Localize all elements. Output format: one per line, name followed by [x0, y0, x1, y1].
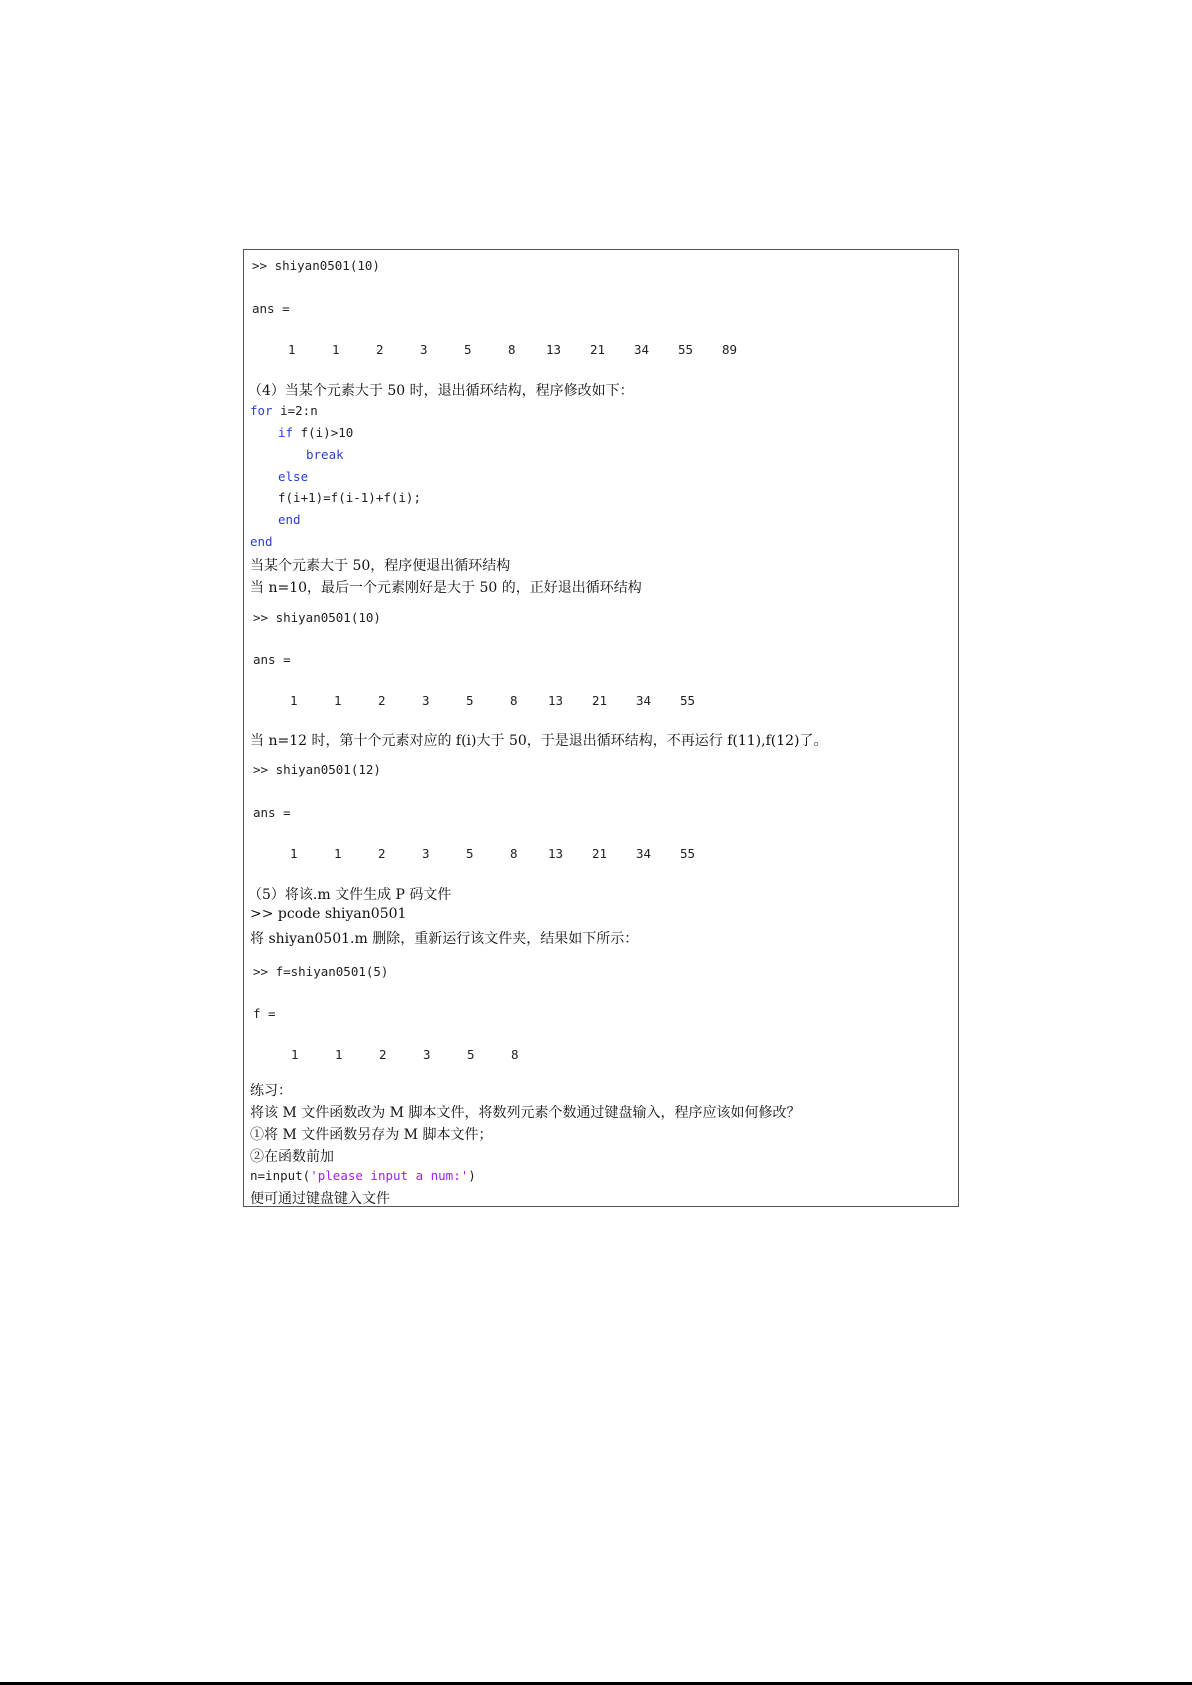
code-text: n=input( — [250, 1168, 311, 1183]
result-value: 3 — [422, 693, 430, 708]
result-value: 5 — [464, 342, 472, 357]
result-value: 1 — [332, 342, 340, 357]
ans-label: ans = — [252, 301, 290, 316]
result-value: 1 — [291, 1047, 299, 1062]
result-value: 21 — [592, 846, 608, 861]
result-value: 1 — [334, 846, 342, 861]
result-value: 13 — [548, 693, 564, 708]
code-text: ) — [468, 1168, 476, 1183]
result-row — [244, 846, 960, 864]
result-value: 8 — [508, 342, 516, 357]
code-line-input — [250, 1168, 476, 1183]
result-value: 2 — [379, 1047, 387, 1062]
code-line-end-inner: end — [278, 512, 301, 527]
result-value: 3 — [420, 342, 428, 357]
result-value: 2 — [378, 846, 386, 861]
pcode-command: >> pcode shiyan0501 — [250, 906, 407, 922]
result-value: 55 — [680, 693, 696, 708]
exercise-answer: ②在函数前加 — [250, 1149, 334, 1165]
exercise-question: 将该 M 文件函数改为 M 脚本文件，将数列元素个数通过键盘输入，程序应该如何修改？ — [250, 1105, 801, 1121]
exercise-answer: ①将 M 文件函数另存为 M 脚本文件； — [250, 1127, 493, 1143]
command-line: >> f=shiyan0501(5) — [253, 964, 389, 979]
result-value: 1 — [290, 693, 298, 708]
result-value: 55 — [678, 342, 694, 357]
result-value: 5 — [466, 846, 474, 861]
result-value: 2 — [378, 693, 386, 708]
result-value: 1 — [334, 693, 342, 708]
result-value: 5 — [467, 1047, 475, 1062]
note-n12: 当 n=12 时，第十个元素对应的 f(i)大于 50，于是退出循环结构，不再运行 f(11),f(12)了。 — [250, 733, 828, 749]
step5-title: （5）将该.m 文件生成 P 码文件 — [248, 887, 452, 903]
exercise-title: 练习： — [250, 1083, 292, 1099]
result-value: 3 — [423, 1047, 431, 1062]
result-value: 34 — [636, 846, 652, 861]
step4-note: 当某个元素大于 50，程序便退出循环结构 — [250, 558, 511, 574]
step5-note: 将 shiyan0501.m 删除，重新运行该文件夹，结果如下所示： — [250, 931, 639, 947]
result-value: 21 — [592, 693, 608, 708]
result-value: 8 — [510, 846, 518, 861]
command-line: >> shiyan0501(12) — [253, 762, 381, 777]
result-value: 2 — [376, 342, 384, 357]
keyword: if — [278, 425, 294, 440]
result-value: 21 — [590, 342, 606, 357]
result-row — [244, 1047, 960, 1065]
result-value: 34 — [636, 693, 652, 708]
result-value: 89 — [722, 342, 738, 357]
code-line-assign: f(i+1)=f(i-1)+f(i); — [278, 490, 421, 505]
result-value: 13 — [546, 342, 562, 357]
keyword: for — [250, 403, 273, 418]
result-value: 1 — [288, 342, 296, 357]
code-string: 'please input a num:' — [310, 1168, 469, 1183]
result-value: 1 — [290, 846, 298, 861]
result-value: 8 — [510, 693, 518, 708]
ans-label: ans = — [253, 652, 291, 667]
command-line: >> shiyan0501(10) — [253, 610, 381, 625]
result-value: 8 — [511, 1047, 519, 1062]
step4-title: （4）当某个元素大于 50 时，退出循环结构，程序修改如下： — [248, 383, 634, 399]
ans-label: f = — [253, 1006, 276, 1021]
result-value: 55 — [680, 846, 696, 861]
exercise-answer: 便可通过键盘键入文件 — [250, 1191, 390, 1207]
result-value: 3 — [422, 846, 430, 861]
document-frame — [243, 249, 959, 1207]
code-line-else: else — [278, 469, 309, 484]
code-line-break: break — [306, 447, 344, 462]
result-row — [244, 693, 960, 711]
code-text: f(i)>10 — [293, 425, 354, 440]
code-line-for — [250, 403, 318, 418]
code-line-end-outer: end — [250, 534, 273, 549]
step4-note: 当 n=10，最后一个元素刚好是大于 50 的，正好退出循环结构 — [250, 580, 642, 596]
result-row — [244, 342, 960, 360]
ans-label: ans = — [253, 805, 291, 820]
result-value: 34 — [634, 342, 650, 357]
result-value: 5 — [466, 693, 474, 708]
code-text: i=2:n — [272, 403, 318, 418]
result-value: 1 — [335, 1047, 343, 1062]
result-value: 13 — [548, 846, 564, 861]
code-line-if — [278, 425, 353, 440]
command-line: >> shiyan0501(10) — [252, 258, 380, 273]
